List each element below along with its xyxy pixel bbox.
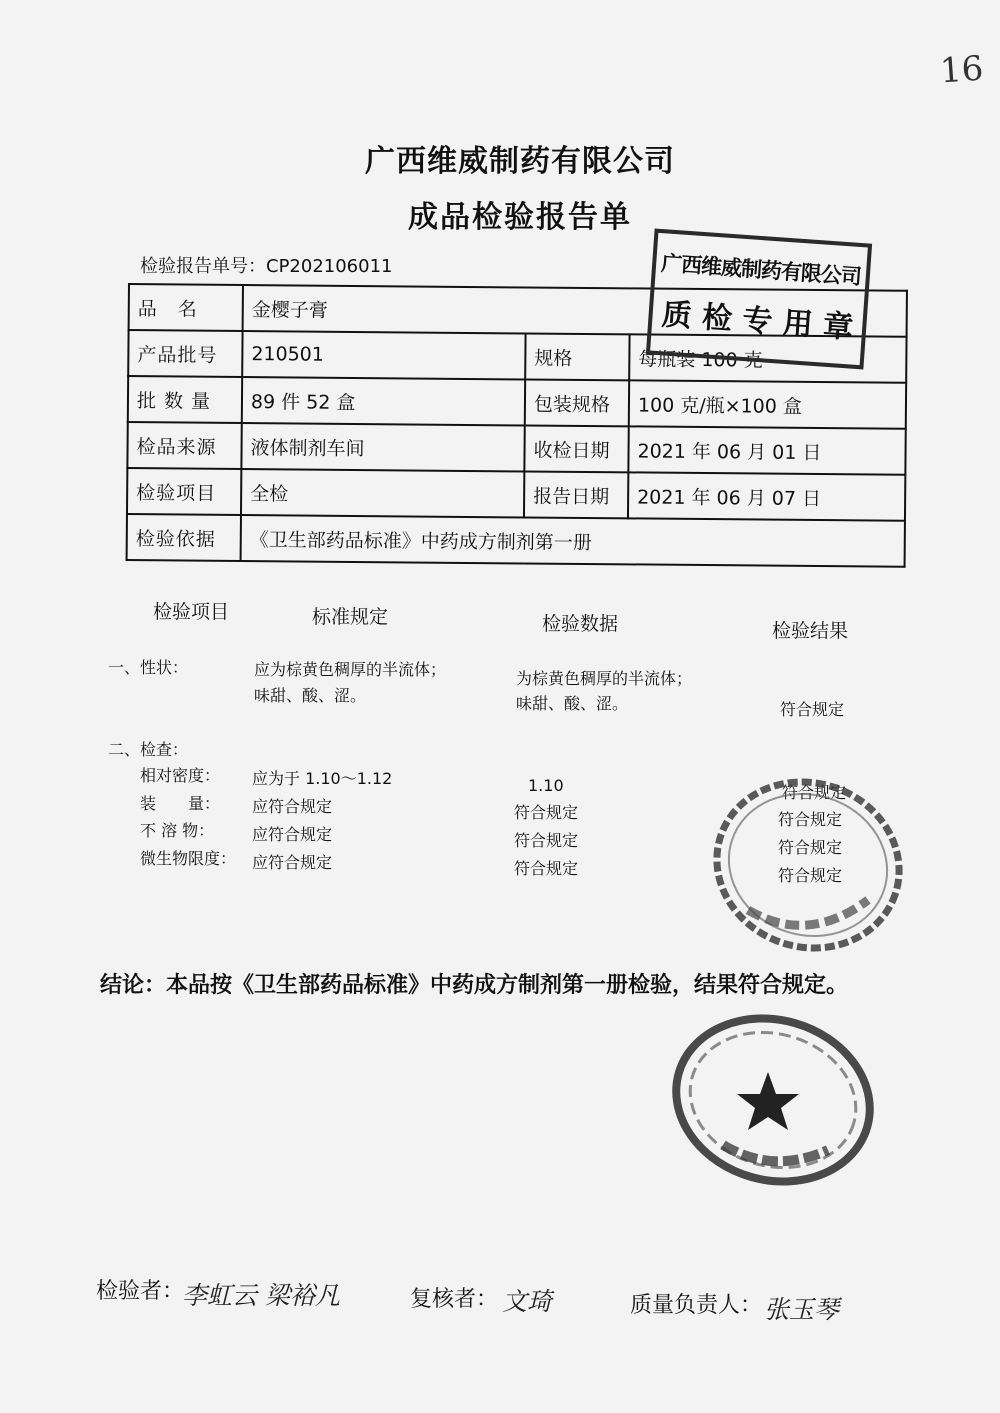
stamp-dept-text: 质 检 专 用 章 [660, 297, 855, 346]
microbial-standard: 应符合规定 [252, 853, 333, 872]
section-inspection-title: 二、检查： [108, 740, 189, 759]
quality-inspection-stamp [646, 229, 872, 370]
qa-manager-label: 质量负责人： [630, 1293, 763, 1318]
microbial-result: 符合规定 [778, 866, 843, 885]
received-date-value: 2021 年 06 月 01 日 [628, 426, 905, 474]
appearance-standard-line2: 味甜、酸、涩。 [254, 686, 367, 705]
report-number: 检验报告单号：CP202106011 [140, 256, 393, 277]
inspector-signature: 李虹云 梁裕凡 [182, 1281, 340, 1310]
density-result: 符合规定 [782, 783, 847, 802]
reviewer-label: 复核者： [410, 1287, 499, 1312]
company-seal [668, 1010, 878, 1190]
spec-label: 规格 [525, 333, 629, 380]
fill-volume-item: 装 量： [140, 794, 221, 813]
batch-qty-value: 89 件 52 盒 [242, 377, 525, 425]
scope-value: 全检 [241, 469, 524, 517]
appearance-data-line2: 味甜、酸、涩。 [516, 694, 629, 713]
fill-volume-data: 符合规定 [514, 803, 579, 822]
insoluble-item: 不 溶 物： [140, 821, 215, 840]
page-number: 16 [938, 48, 985, 92]
batch-qty-label: 批 数 量 [128, 376, 242, 423]
column-header-result: 检验结果 [772, 620, 849, 642]
batch-no-value: 210501 [242, 331, 525, 379]
spec-value: 每瓶装 100 克 [629, 334, 906, 382]
basis-label: 检验依据 [127, 514, 241, 561]
batch-no-label: 产品批号 [128, 330, 242, 377]
reviewer-signature: 文琦 [502, 1287, 553, 1316]
packing-label: 包装规格 [525, 379, 629, 426]
density-data: 1.10 [528, 776, 564, 795]
star-icon [737, 1072, 799, 1130]
qa-manager-signature: 张玉琴 [764, 1295, 840, 1324]
appearance-data-line1: 为棕黄色稠厚的半流体； [516, 669, 693, 688]
fill-volume-standard: 应符合规定 [252, 797, 333, 816]
microbial-data: 符合规定 [514, 859, 579, 878]
conclusion-text: 结论：本品按《卫生部药品标准》中药成方制剂第一册检验，结果符合规定。 [100, 973, 849, 998]
product-name-label: 品 名 [129, 284, 243, 331]
density-standard: 应为于 1.10～1.12 [252, 769, 393, 788]
scope-label: 检验项目 [127, 468, 241, 515]
insoluble-data: 符合规定 [514, 831, 579, 850]
table-row [127, 468, 905, 521]
column-header-item: 检验项目 [153, 601, 230, 623]
source-label: 检品来源 [127, 422, 241, 469]
report-title: 成品检验报告单 [408, 200, 632, 235]
table-row [128, 376, 906, 429]
table-row [127, 514, 905, 567]
report-date-label: 报告日期 [524, 471, 628, 518]
product-name-value: 金樱子膏 [243, 285, 907, 337]
section-appearance-title: 一、性状： [108, 658, 189, 677]
report-date-value: 2021 年 06 月 07 日 [628, 472, 905, 520]
density-item: 相对密度： [140, 766, 221, 785]
insoluble-standard: 应符合规定 [252, 825, 333, 844]
oval-quality-stamp [708, 770, 908, 960]
microbial-item: 微生物限度： [140, 849, 237, 868]
received-date-label: 收检日期 [524, 425, 628, 472]
source-value: 液体制剂车间 [241, 423, 524, 471]
fill-volume-result: 符合规定 [778, 810, 843, 829]
column-header-standard: 标准规定 [312, 606, 389, 628]
inspector-label: 检验者： [96, 1279, 185, 1304]
insoluble-result: 符合规定 [778, 838, 843, 857]
appearance-result: 符合规定 [780, 700, 845, 719]
appearance-standard-line1: 应为棕黄色稠厚的半流体； [254, 660, 447, 679]
column-header-data: 检验数据 [542, 613, 619, 635]
table-row [127, 422, 905, 475]
company-name: 广西维威制药有限公司 [365, 144, 675, 179]
basis-value: 《卫生部药品标准》中药成方制剂第一册 [241, 515, 905, 567]
stamp-company-text: 广西维威制药有限公司 [660, 251, 862, 290]
packing-value: 100 克/瓶×100 盒 [629, 380, 906, 428]
